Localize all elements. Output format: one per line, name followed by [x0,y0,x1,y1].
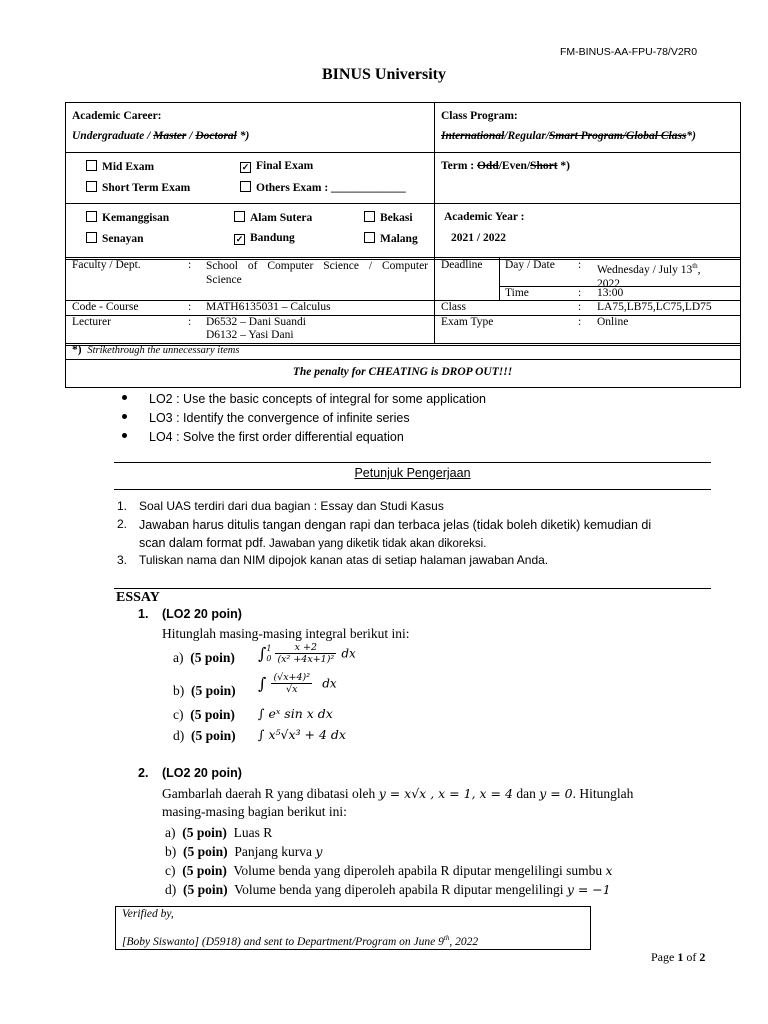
q1-intro: Hitunglah masing-masing integral berikut ini: [162,626,410,641]
q2-part-a: a) (5 poin) Luas R [165,825,273,840]
academic-career-label: Academic Career: [72,110,162,122]
checkbox-bandung[interactable]: ✓ Bandung [235,232,295,244]
instruction-2: 2. [117,517,128,531]
faculty-label: Faculty / Dept. [72,259,141,271]
learning-outcomes [122,390,486,447]
class-label: Class [441,301,466,313]
q1-number: 1. [138,607,149,621]
penalty-notice: The penalty for CHEATING is DROP OUT!!! [292,366,513,378]
faculty-value: School of Computer Science / Computer Science [206,260,428,286]
q2-part-c: c) (5 poin) Volume benda yang diperoleh apabila R diputar mengelilingi sumbu x [165,863,613,878]
lecturer-1: D6532 – Dani Suandi [206,316,306,328]
code-course-label: Code - Course [72,301,139,313]
q1-part-a: a) (5 poin) [173,650,235,665]
list-item: LO3 : Identify the convergence of infinite series [122,409,486,428]
q2-header: (LO2 20 poin) [162,766,242,780]
bullet-icon [122,395,127,400]
code-course-value: MATH6135031 – Calculus [206,301,331,313]
class-program-label: Class Program: [441,110,518,122]
instruction-3: 3. [117,553,128,567]
academic-year-value: 2021 / 2022 [451,232,506,244]
academic-career-options: Undergraduate / Master / Doctoral *) [72,130,250,142]
lecturer-2: D6132 – Yasi Dani [206,329,294,341]
q2-part-b: b) (5 poin) Panjang kurva y [165,844,323,859]
q2-intro-2: masing-masing bagian berikut ini: [162,804,347,819]
class-value: LA75,LB75,LC75,LD75 [597,301,712,313]
q1-header: (LO2 20 poin) [162,607,242,621]
q1-c-expression: ∫ eˣ sin x dx [258,706,333,721]
checkbox-senayan[interactable]: Senayan [86,232,144,245]
q1-part-c: c) (5 poin) [173,707,235,722]
lecturer-label: Lecturer [72,316,111,328]
q1-part-d: d) (5 poin) [173,728,236,743]
q1-d-expression: ∫ x⁵√x³ + 4 dx [258,727,346,742]
checkbox-final-exam[interactable]: ✓ Final Exam [241,160,314,172]
checkbox-malang[interactable]: Malang [364,232,418,245]
form-code: FM-BINUS-AA-FPU-78/V2R0 [560,46,698,58]
checkbox-alam-sutera[interactable]: Alam Sutera [234,211,312,224]
bullet-icon [122,414,127,419]
verified-text: [Boby Siswanto] (D5918) and sent to Department/Program on June 9th, 2022 [122,934,479,948]
bullet-icon [122,433,127,438]
class-program-options: International/Regular/Smart Program/Global Class*) [441,130,696,142]
q1-b-expression: ∫ $\frac{\text{(√x+4)²}}{√x}$ dx [258,672,337,695]
q2-parts [165,823,613,899]
verified-label: Verified by, [122,908,174,920]
q2-number: 2. [138,766,149,780]
list-item: LO2 : Use the basic concepts of integral for some application [122,390,486,409]
day-date-label: Day / Date [505,259,555,271]
university-title: BINUS University [321,66,446,83]
checkmark-icon: ✓ [235,234,244,244]
essay-title: ESSAY [116,590,160,605]
checkbox-kemanggisan[interactable]: Kemanggisan [86,211,169,224]
list-item: LO4 : Solve the first order differential equation [122,428,486,447]
instructions-title: Petunjuk Pengerjaan [354,466,471,480]
q2-intro: Gambarlah daerah R yang dibatasi oleh y = x√x , x = 1, x = 4 dan y = 0. Hitunglah [162,786,634,801]
checkbox-others-exam[interactable]: Others Exam : _____________ [240,181,406,194]
instruction-1: 1. [117,499,128,513]
academic-year-label: Academic Year : [444,211,525,223]
checkbox-bekasi[interactable]: Bekasi [364,211,413,224]
exam-type-label: Exam Type [441,316,494,328]
page-number: Page 1 of 2 [651,950,706,964]
q2-part-d: d) (5 poin) Volume benda yang diperoleh apabila R diputar mengelilingi y = −1 [165,882,611,897]
exam-type-value: Online [597,316,629,328]
checkbox-mid-exam[interactable]: Mid Exam [86,160,154,173]
q1-part-b: b) (5 poin) [173,683,236,698]
checkmark-icon: ✓ [241,162,250,172]
checkbox-short-term-exam[interactable]: Short Term Exam [86,181,190,194]
day-date-value: Wednesday / July 13th, 2022 [597,262,701,290]
time-value: 13:00 [597,287,624,299]
q1-a-expression: ∫ 1 0 $\frac{x +2}{\text{(x² +4x+1)²}}$ dx [258,642,356,665]
strikethrough-note: *) Strikethrough the unnecessary items [72,344,240,356]
time-label: Time [505,287,529,299]
term-field: Term : Odd/Even/Short *) [441,160,570,172]
deadline-label: Deadline [441,259,483,271]
